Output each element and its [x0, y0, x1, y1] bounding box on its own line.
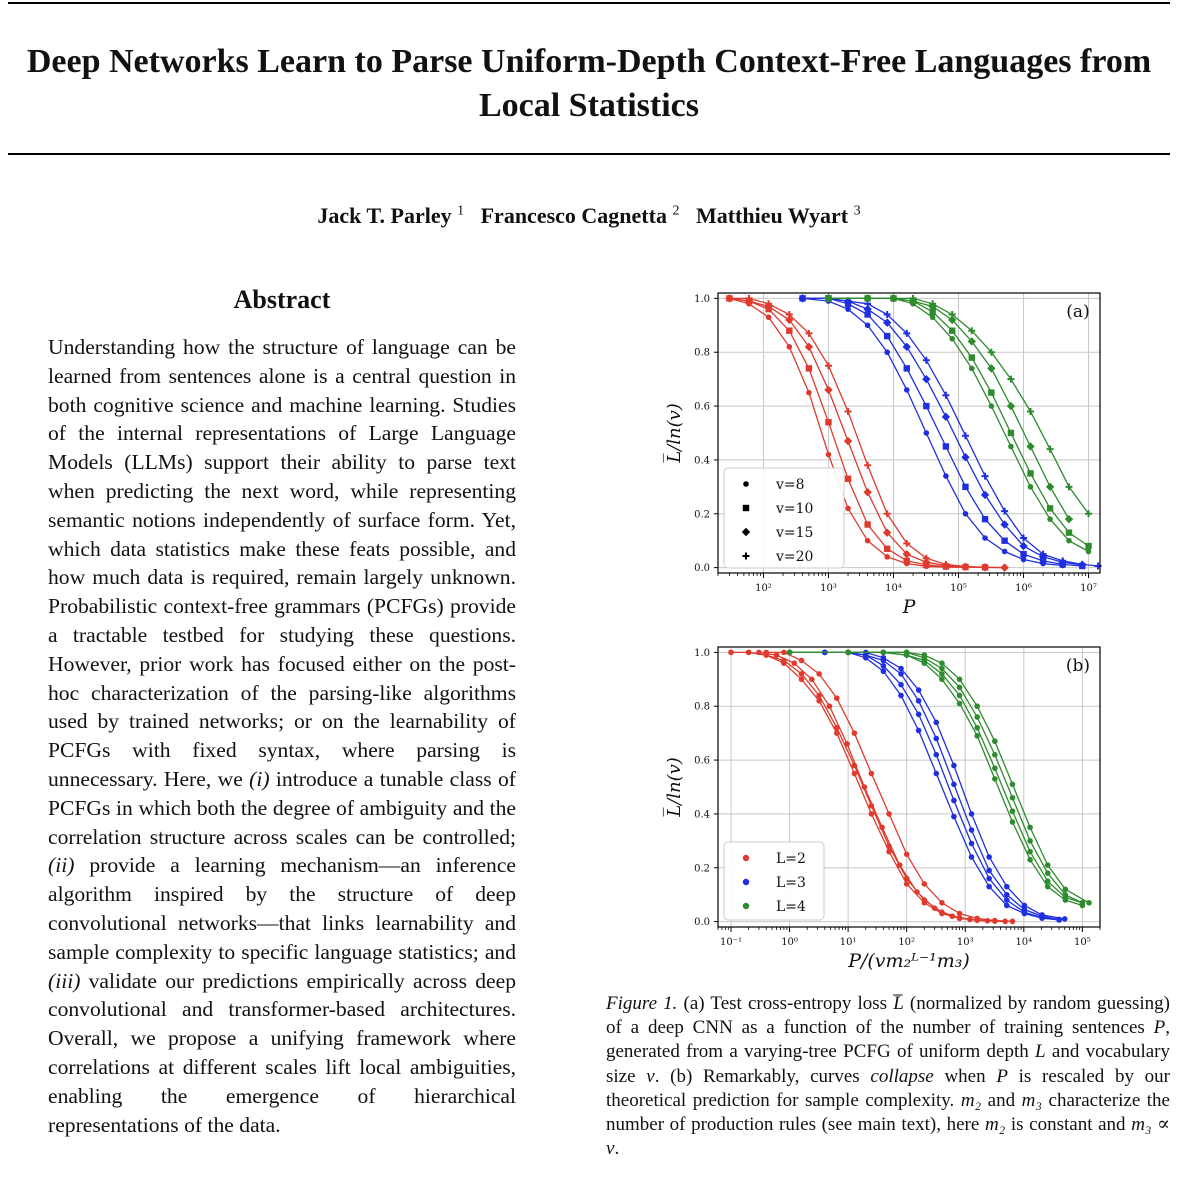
y-tick-label: 0.4: [694, 455, 710, 467]
data-point: [969, 366, 975, 372]
caption-symbol: m₂: [984, 1114, 1006, 1136]
data-point: [957, 701, 963, 707]
data-point: [869, 771, 875, 777]
data-point: [974, 916, 980, 922]
data-point: [845, 476, 851, 482]
data-point: [824, 386, 832, 394]
data-point: [1001, 537, 1007, 543]
data-point: [1027, 849, 1033, 855]
data-point: [1010, 795, 1016, 801]
data-point: [922, 652, 928, 658]
data-point: [923, 403, 929, 409]
figure-panel-a: [590, 288, 1178, 618]
data-point: [957, 693, 963, 699]
data-point: [1046, 483, 1054, 491]
data-point: [845, 506, 851, 512]
figure-panel-b: [590, 642, 1178, 972]
data-point: [898, 693, 904, 699]
data-point: [982, 516, 988, 522]
data-point: [904, 387, 910, 393]
data-point: [962, 432, 969, 439]
author-name: Jack T. Parley: [317, 203, 452, 228]
series-line: [790, 652, 1083, 902]
data-point: [884, 554, 890, 560]
data-point: [916, 712, 922, 718]
data-point: [1010, 919, 1016, 925]
y-tick-label: 0.0: [694, 917, 710, 929]
data-point: [986, 868, 992, 874]
data-point: [933, 720, 939, 726]
data-point: [1010, 819, 1016, 825]
legend-box: [724, 842, 824, 920]
data-series: [824, 294, 1073, 523]
data-point: [805, 343, 813, 351]
data-point: [809, 677, 815, 683]
data-point: [962, 484, 968, 490]
paper-title: Deep Networks Learn to Parse Uniform-Depth Context-Free Languages from Local Statistics: [26, 43, 1152, 124]
data-point: [1008, 430, 1014, 436]
data-point: [864, 462, 871, 469]
y-tick-label: 0.8: [694, 701, 710, 713]
data-point: [930, 314, 936, 320]
data-point: [844, 741, 850, 747]
x-axis-label: P: [902, 596, 916, 618]
data-point: [933, 771, 939, 777]
data-point: [827, 703, 833, 709]
caption-symbol: P: [1153, 1017, 1166, 1039]
data-point: [986, 876, 992, 882]
data-point: [881, 668, 887, 674]
data-series: [787, 650, 1085, 906]
y-tick-label: 0.2: [694, 863, 710, 875]
data-point: [852, 730, 858, 736]
caption-symbol: L: [1035, 1041, 1046, 1063]
caption-text: when: [933, 1065, 997, 1087]
y-tick-label: 1.0: [694, 647, 710, 659]
data-point: [949, 336, 955, 342]
data-point: [981, 491, 989, 499]
data-point: [942, 413, 950, 421]
data-point: [1066, 529, 1072, 535]
data-point: [922, 375, 930, 383]
caption-label: Figure 1.: [606, 993, 678, 1014]
data-point: [743, 481, 749, 487]
data-point: [1021, 557, 1027, 563]
data-point: [787, 650, 793, 656]
data-point: [884, 333, 890, 339]
data-point: [1002, 549, 1008, 555]
data-point: [1039, 912, 1045, 918]
data-point: [1027, 838, 1033, 844]
data-point: [974, 703, 980, 709]
data-point: [986, 884, 992, 890]
y-tick-label: 0.2: [694, 509, 710, 521]
data-point: [933, 752, 939, 758]
data-point: [1001, 564, 1008, 571]
legend-label: L=3: [776, 875, 806, 891]
data-point: [862, 784, 868, 790]
x-tick-label: 10²: [898, 937, 916, 948]
data-point: [916, 687, 922, 693]
data-point: [932, 905, 938, 911]
data-point: [933, 736, 939, 742]
data-point: [863, 488, 871, 496]
legend-label: v=20: [776, 549, 814, 565]
data-point: [969, 854, 975, 860]
abstract-text: introduce a tunable class of PCFGs in which both the degree of ambiguity and the correlation structure across scales can be controlled;: [48, 766, 516, 849]
data-point: [1027, 857, 1033, 863]
data-point: [969, 827, 975, 833]
data-point: [1004, 897, 1010, 903]
data-point: [992, 776, 998, 782]
data-point: [943, 473, 949, 479]
legend-label: L=4: [776, 899, 806, 915]
data-point: [1020, 551, 1026, 557]
data-point: [898, 671, 904, 677]
legend-marker: [743, 903, 749, 909]
data-point: [881, 655, 887, 661]
data-point: [806, 390, 812, 396]
data-series: [787, 650, 1092, 906]
data-point: [781, 650, 787, 656]
legend-marker: [743, 855, 749, 861]
data-point: [845, 408, 852, 415]
data-point: [951, 782, 957, 788]
caption-text: . (b) Remarkably, curves: [654, 1065, 871, 1087]
data-point: [825, 362, 832, 369]
data-point: [845, 650, 851, 656]
author-affiliation: 3: [853, 203, 861, 219]
data-point: [756, 650, 762, 656]
data-point: [916, 728, 922, 734]
x-axis-label: P/(vm₂ᴸ⁻¹m₃): [848, 950, 970, 972]
data-point: [865, 323, 871, 329]
caption-text: , generated from a varying-tree PCFG of uniform depth: [606, 1017, 1170, 1063]
data-point: [825, 419, 831, 425]
data-point: [939, 660, 945, 666]
data-point: [826, 452, 832, 458]
data-point: [951, 814, 957, 820]
x-tick-label: 10³: [956, 937, 974, 948]
data-point: [914, 889, 920, 895]
data-point: [884, 349, 890, 355]
caption-symbol: m₃: [1021, 1089, 1042, 1111]
x-tick-label: 10⁴: [885, 583, 902, 594]
data-point: [898, 666, 904, 672]
data-point: [951, 798, 957, 804]
data-point: [982, 473, 989, 480]
data-point: [869, 811, 875, 817]
caption-text: is rescaled by our theoretical prediction for sample complexity.: [606, 1065, 1170, 1111]
data-point: [982, 535, 988, 541]
data-point: [949, 327, 955, 333]
data-point: [746, 650, 752, 656]
caption-text: characterize the number of production rules (see main text), here: [606, 1089, 1170, 1136]
caption-text: (normalized by random guessing) of a deep CNN as a function of the number of training sentences: [606, 993, 1171, 1039]
data-point: [974, 714, 980, 720]
data-point: [786, 327, 792, 333]
data-point: [992, 765, 998, 771]
data-point: [916, 698, 922, 704]
caption-emphasis: collapse: [870, 1065, 934, 1087]
data-point: [766, 314, 772, 320]
data-point: [1085, 543, 1091, 549]
caption-symbol: P: [996, 1065, 1008, 1087]
abstract-marker: (i): [249, 766, 270, 791]
data-point: [806, 365, 812, 371]
abstract-text: Understanding how the structure of language can be learned from sentences alone is a central question in both cognitive science and machine learning. Studies of the internal representations of Large Language Models (LLMs) support their ability to parse text when predicting the next word, while representing semantic notions independently of surface form. Yet, which data statistics make these feats possible, and how much data is required, remain largely unknown. Probabilistic context-free grammars (PCFGs) provide a tractable testbed for studying these questions. However, prior work has focused either on the post-hoc characterization of the parsing-like algorithms used by trained networks; or on the learnability of PCFGs with fixed syntax, where parsing is unnecessary. Here, we: [48, 335, 516, 791]
data-point: [1086, 549, 1092, 555]
y-axis-label: L̅/ln(v): [664, 403, 685, 463]
data-point: [884, 546, 890, 552]
data-point: [834, 695, 840, 701]
top-rule: [8, 2, 1170, 4]
data-point: [987, 364, 995, 372]
data-point: [1004, 884, 1010, 890]
data-point: [957, 911, 963, 917]
abstract-marker: (ii): [48, 853, 75, 878]
y-axis-label: L̅/ln(v): [664, 757, 685, 817]
data-point: [763, 650, 769, 656]
data-point: [845, 306, 851, 312]
caption-text: and: [981, 1089, 1022, 1111]
data-point: [1045, 862, 1051, 868]
data-point: [1086, 900, 1092, 906]
caption-text: .: [614, 1138, 620, 1160]
data-point: [864, 521, 870, 527]
data-point: [1062, 916, 1068, 922]
data-point: [963, 511, 969, 517]
data-point: [924, 430, 930, 436]
data-point: [774, 652, 780, 658]
data-point: [1047, 446, 1054, 453]
data-point: [1027, 825, 1033, 831]
caption-text: is constant and: [1005, 1114, 1132, 1136]
data-point: [939, 900, 945, 906]
panel-label: (b): [1065, 656, 1091, 676]
data-point: [939, 671, 945, 677]
x-tick-label: 10²: [755, 583, 772, 594]
data-point: [957, 685, 963, 691]
legend-label: v=8: [776, 477, 805, 493]
data-point: [1045, 878, 1051, 884]
data-point: [904, 650, 910, 656]
data-point: [942, 392, 949, 399]
panel-label: (a): [1066, 302, 1090, 322]
data-point: [957, 677, 963, 683]
data-point: [884, 510, 891, 517]
data-point: [1045, 884, 1051, 890]
data-point: [1004, 903, 1010, 909]
x-tick-label: 10³: [820, 583, 837, 594]
caption-text: and vocabulary size: [606, 1041, 1170, 1087]
data-point: [1004, 892, 1010, 898]
x-tick-label: 10⁵: [1074, 937, 1091, 948]
data-point: [904, 365, 910, 371]
data-point: [1066, 538, 1072, 544]
x-tick-label: 10⁶: [1015, 583, 1032, 594]
x-tick-label: 10⁴: [1015, 937, 1033, 948]
data-point: [992, 918, 998, 924]
data-point: [1008, 444, 1014, 450]
y-tick-label: 0.4: [694, 809, 710, 821]
y-tick-label: 0.6: [694, 755, 710, 767]
abstract-marker: (iii): [48, 968, 81, 993]
y-tick-label: 1.0: [694, 293, 710, 305]
y-tick-label: 0.6: [694, 401, 710, 413]
figure-caption: [606, 992, 1170, 1161]
legend-marker: [743, 879, 749, 885]
caption-symbol: L̅: [893, 993, 904, 1014]
data-point: [799, 658, 805, 664]
data-point: [969, 354, 975, 360]
data-series: [787, 650, 1085, 906]
y-tick-label: 0.8: [694, 347, 710, 359]
author-affiliation: 2: [672, 203, 680, 219]
data-point: [922, 881, 928, 887]
x-tick-label: 10⁻¹: [719, 937, 742, 948]
data-point: [799, 677, 805, 683]
data-point: [865, 538, 871, 544]
author-name: Francesco Cagnetta: [480, 203, 667, 228]
data-point: [728, 650, 734, 656]
data-point: [881, 650, 887, 656]
data-point: [1010, 782, 1016, 788]
data-point: [988, 389, 994, 395]
data-point: [791, 660, 797, 666]
data-point: [897, 862, 903, 868]
data-point: [1022, 903, 1028, 909]
data-point: [1007, 402, 1015, 410]
data-point: [1028, 484, 1034, 490]
data-point: [974, 725, 980, 731]
data-point: [992, 752, 998, 758]
data-point: [1047, 505, 1053, 511]
legend-label: v=10: [776, 501, 814, 517]
data-point: [1045, 870, 1051, 876]
author-name: Matthieu Wyart: [695, 203, 849, 228]
caption-symbol: m₂: [960, 1089, 982, 1111]
data-point: [1065, 515, 1073, 523]
data-point: [1047, 516, 1053, 522]
series-line: [825, 652, 1065, 919]
data-point: [787, 344, 793, 350]
data-point: [743, 505, 749, 511]
data-point: [844, 437, 852, 445]
y-tick-label: 0.0: [694, 563, 710, 575]
data-point: [1063, 887, 1069, 893]
data-point: [904, 558, 910, 564]
data-point: [986, 854, 992, 860]
data-point: [881, 663, 887, 669]
data-point: [1063, 892, 1069, 898]
data-point: [816, 671, 822, 677]
caption-symbol: m₃ ∝ v: [606, 1114, 1170, 1160]
author-affiliation: 1: [457, 203, 465, 219]
x-tick-label: 10¹: [839, 937, 857, 948]
author-list: [0, 203, 1178, 229]
abstract-text: validate our predictions empirically across deep convolutional and transformer-based architectures. Overall, we propose a unifying framework where correlations at different scales lift local ambiguities, enabling the emergence of hierarchical representations of the data.: [48, 968, 516, 1137]
x-tick-label: 10⁵: [950, 583, 967, 594]
title-rule: [8, 153, 1170, 155]
data-point: [969, 811, 975, 817]
data-point: [939, 666, 945, 672]
legend-label: L=2: [776, 851, 806, 867]
data-point: [969, 841, 975, 847]
abstract-heading: Abstract: [233, 285, 331, 314]
abstract-body: [48, 333, 516, 1139]
data-point: [949, 913, 955, 919]
x-tick-label: 10⁰: [781, 937, 798, 948]
data-point: [1010, 808, 1016, 814]
data-point: [951, 763, 957, 769]
data-point: [992, 738, 998, 744]
data-point: [1027, 470, 1033, 476]
data-point: [904, 852, 910, 858]
data-point: [904, 881, 910, 887]
data-point: [879, 825, 885, 831]
data-point: [989, 403, 995, 409]
data-point: [1027, 408, 1034, 415]
legend-label: v=15: [776, 525, 814, 541]
data-point: [886, 811, 892, 817]
data-series: [822, 650, 1062, 923]
data-point: [1026, 442, 1034, 450]
data-point: [898, 682, 904, 688]
caption-text: (a) Test cross-entropy loss: [677, 993, 894, 1014]
x-tick-label: 10⁷: [1080, 583, 1097, 594]
data-point: [943, 443, 949, 449]
caption-symbol: v: [646, 1065, 655, 1087]
abstract-text: provide a learning mechanism—an inference algorithm inspired by the structure of deep convolutional networks—that links learnability and sample complexity to specific language statistics; and: [48, 853, 516, 964]
